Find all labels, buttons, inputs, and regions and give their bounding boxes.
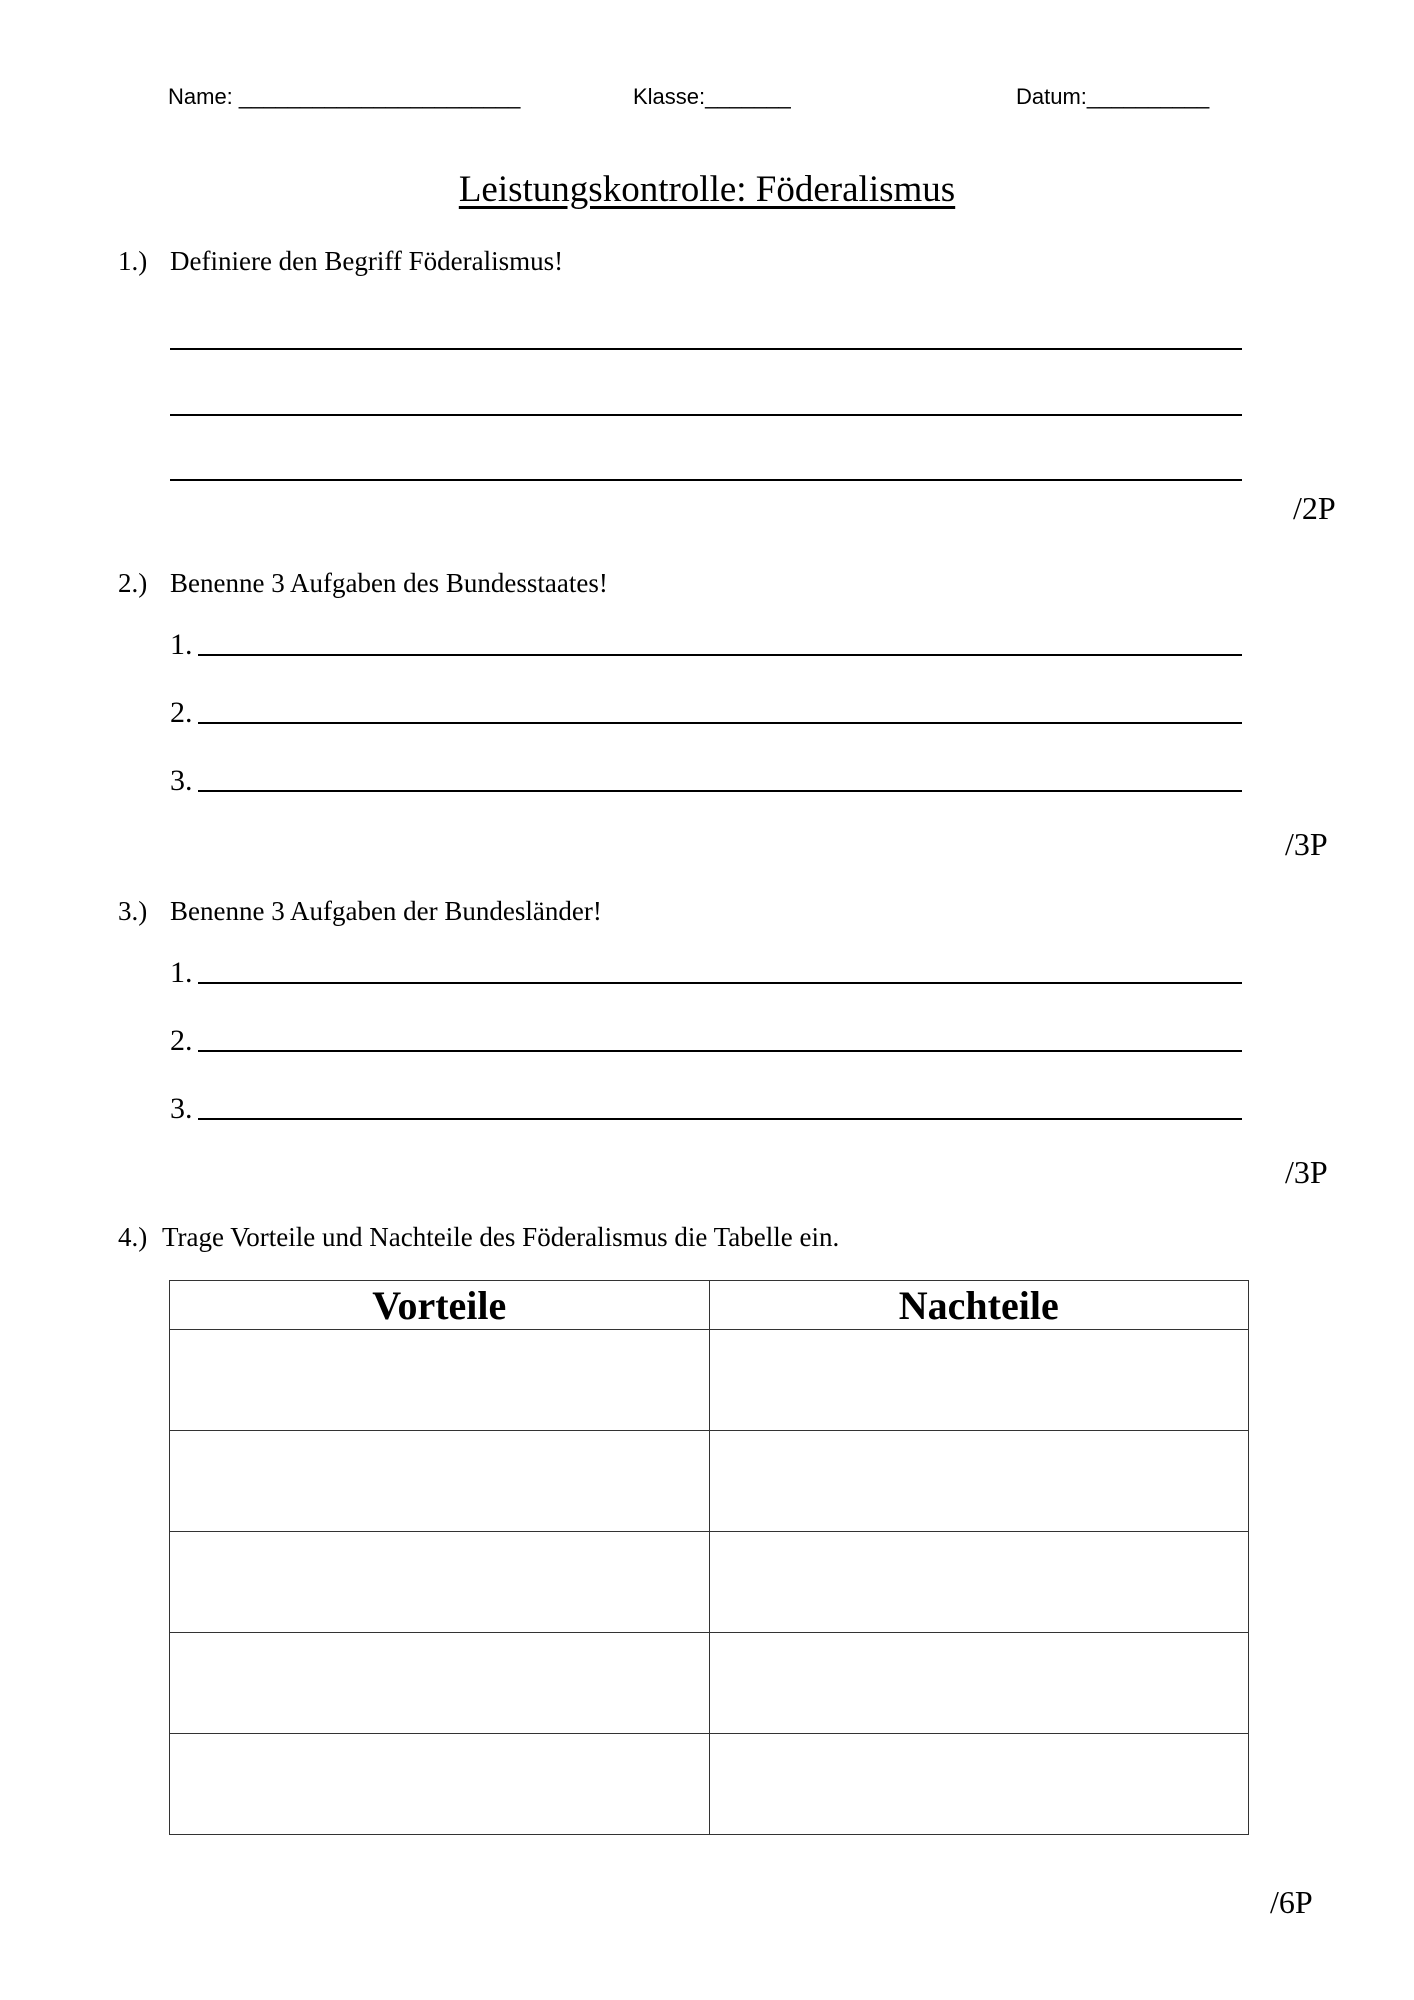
vorteile-cell[interactable] [170,1431,710,1532]
blank-line[interactable] [198,982,1242,984]
blank-line[interactable] [198,722,1242,724]
name-field[interactable]: Name: _______________________ [168,84,521,109]
question-3 [118,896,602,927]
table-row [170,1734,1249,1835]
answer-line-3-2[interactable] [170,1024,1242,1058]
vorteile-cell[interactable] [170,1633,710,1734]
item-number: 1. [170,628,193,661]
table-header-row [170,1281,1249,1330]
vorteile-cell[interactable] [170,1330,710,1431]
question-1-number: 1.) [118,246,148,276]
points-q3: /3P [1285,1154,1328,1190]
question-4 [118,1222,839,1253]
answer-line-2-3[interactable] [170,764,1242,798]
question-3-number: 3.) [118,896,148,926]
blank-line[interactable] [198,1050,1242,1052]
nachteile-cell[interactable] [709,1633,1249,1734]
table-row [170,1431,1249,1532]
table-row [170,1532,1249,1633]
answer-line-1-2[interactable] [170,414,1242,416]
item-number: 3. [170,764,193,797]
blank-line[interactable] [198,790,1242,792]
item-number: 1. [170,956,193,989]
page-title [0,168,1414,211]
question-4-number: 4.) [118,1222,148,1252]
nachteile-cell[interactable] [709,1734,1249,1835]
points-q2: /3P [1285,826,1328,862]
page-title-text: Leistungskontrolle: Föderalismus [458,169,956,210]
column-header-nachteile: Nachteile [709,1281,1249,1330]
nachteile-cell[interactable] [709,1532,1249,1633]
question-3-text: Benenne 3 Aufgaben der Bundesländer! [170,896,602,926]
pros-cons-table [169,1280,1249,1835]
question-1 [118,246,563,277]
question-2-text: Benenne 3 Aufgaben des Bundesstaates! [170,568,608,598]
item-number: 2. [170,696,193,729]
answer-line-1-1[interactable] [170,348,1242,350]
question-2-number: 2.) [118,568,148,598]
nachteile-cell[interactable] [709,1330,1249,1431]
points-q4: /6P [1270,1884,1313,1920]
answer-line-3-3[interactable] [170,1092,1242,1126]
blank-line[interactable] [198,1118,1242,1120]
class-field[interactable]: Klasse:_______ [633,84,791,109]
vorteile-cell[interactable] [170,1734,710,1835]
answer-line-2-2[interactable] [170,696,1242,730]
table-row [170,1330,1249,1431]
answer-line-3-1[interactable] [170,956,1242,990]
blank-line[interactable] [198,654,1242,656]
question-4-text: Trage Vorteile und Nachteile des Föderalismus die Tabelle ein. [162,1222,840,1252]
vorteile-cell[interactable] [170,1532,710,1633]
item-number: 3. [170,1092,193,1125]
nachteile-cell[interactable] [709,1431,1249,1532]
answer-line-2-1[interactable] [170,628,1242,662]
date-field[interactable]: Datum:__________ [1016,84,1210,109]
column-header-vorteile: Vorteile [170,1281,710,1330]
table-row [170,1633,1249,1734]
question-2 [118,568,608,599]
item-number: 2. [170,1024,193,1057]
points-q1: /2P [1293,490,1336,526]
answer-line-1-3[interactable] [170,479,1242,481]
question-1-text: Definiere den Begriff Föderalismus! [170,246,564,276]
